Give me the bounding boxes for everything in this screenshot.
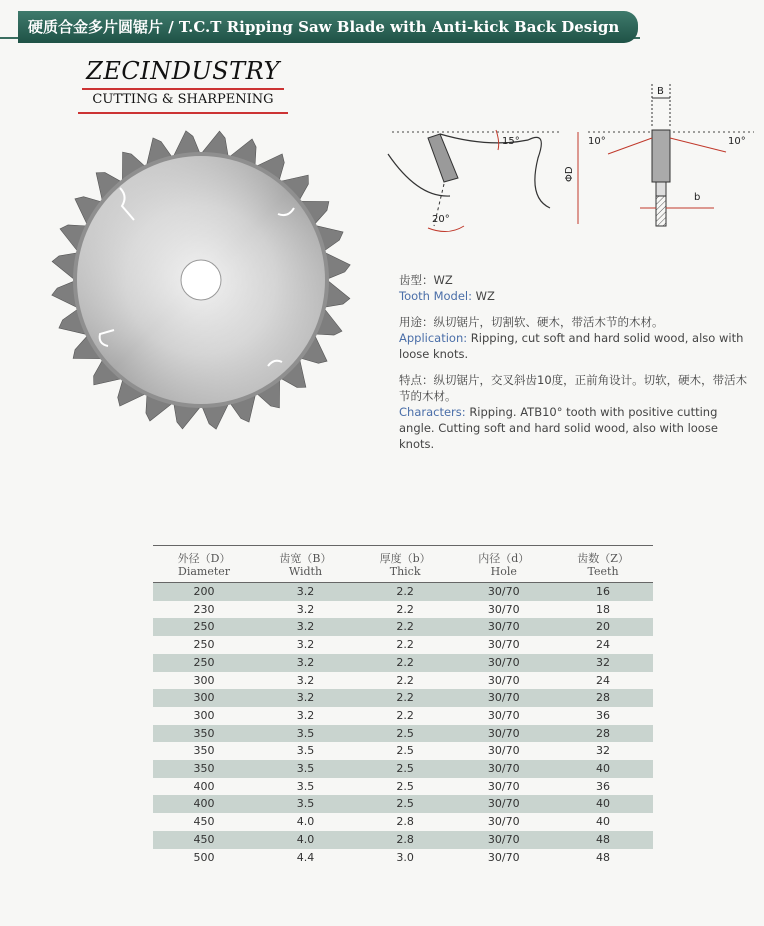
table-cell: 32 bbox=[553, 654, 653, 672]
table-cell: 30/70 bbox=[454, 601, 553, 619]
tooth-model-block bbox=[399, 272, 755, 304]
table-cell: 4.0 bbox=[255, 831, 356, 849]
table-cell: 40 bbox=[553, 795, 653, 813]
table-cell: 40 bbox=[553, 760, 653, 778]
characters-en bbox=[399, 404, 755, 452]
rake-angle-arc bbox=[496, 130, 499, 150]
table-cell: 30/70 bbox=[454, 707, 553, 725]
spec-table-container bbox=[153, 545, 653, 866]
table-cell: 30/70 bbox=[454, 795, 553, 813]
table-cell: 3.5 bbox=[255, 778, 356, 796]
characters-cn: 特点：纵切锯片，交叉斜齿10度，正前角设计。切软，硬木，带活木节的木材。 bbox=[399, 373, 748, 403]
table-cell: 2.2 bbox=[356, 601, 455, 619]
table-cell: 2.5 bbox=[356, 760, 455, 778]
table-cell: 30/70 bbox=[454, 760, 553, 778]
table-cell: 20 bbox=[553, 618, 653, 636]
table-cell: 2.2 bbox=[356, 583, 455, 601]
table-cell: 200 bbox=[153, 583, 255, 601]
table-row bbox=[153, 636, 653, 654]
table-cell: 40 bbox=[553, 813, 653, 831]
tooth-geometry-svg bbox=[378, 58, 758, 268]
table-cell: 28 bbox=[553, 689, 653, 707]
column-header-hole: 内径（d） Hole bbox=[454, 546, 553, 583]
table-header-row bbox=[153, 546, 653, 583]
table-cell: 400 bbox=[153, 795, 255, 813]
bevel-angle-right: 10° bbox=[728, 136, 746, 147]
table-row bbox=[153, 725, 653, 743]
table-cell: 30/70 bbox=[454, 849, 553, 867]
bevel-line-left bbox=[608, 138, 652, 154]
saw-blade-illustration bbox=[48, 130, 356, 430]
table-cell: 24 bbox=[553, 636, 653, 654]
table-cell: 16 bbox=[553, 583, 653, 601]
table-cell: 2.2 bbox=[356, 707, 455, 725]
table-cell: 30/70 bbox=[454, 725, 553, 743]
saw-blade-image bbox=[48, 130, 356, 430]
table-cell: 3.2 bbox=[255, 601, 356, 619]
application-label: Application: bbox=[399, 331, 468, 345]
table-cell: 4.4 bbox=[255, 849, 356, 867]
table-row bbox=[153, 601, 653, 619]
table-cell: 30/70 bbox=[454, 654, 553, 672]
tooth-cross-section bbox=[652, 130, 670, 182]
table-cell: 30/70 bbox=[454, 813, 553, 831]
table-cell: 30/70 bbox=[454, 672, 553, 690]
table-row bbox=[153, 813, 653, 831]
logo-name: ZECINDUSTRY bbox=[86, 57, 280, 85]
table-cell: 2.2 bbox=[356, 618, 455, 636]
table-cell: 36 bbox=[553, 778, 653, 796]
table-cell: 2.5 bbox=[356, 725, 455, 743]
table-cell: 24 bbox=[553, 672, 653, 690]
table-cell: 2.8 bbox=[356, 831, 455, 849]
table-cell: 350 bbox=[153, 760, 255, 778]
table-cell: 350 bbox=[153, 725, 255, 743]
table-cell: 2.2 bbox=[356, 654, 455, 672]
table-row bbox=[153, 672, 653, 690]
table-row bbox=[153, 849, 653, 867]
table-row bbox=[153, 707, 653, 725]
table-cell: 30/70 bbox=[454, 689, 553, 707]
table-cell: 2.5 bbox=[356, 795, 455, 813]
clearance-angle-label: 20° bbox=[432, 214, 450, 225]
company-logo bbox=[78, 56, 288, 114]
table-cell: 30/70 bbox=[454, 831, 553, 849]
table-cell: 350 bbox=[153, 742, 255, 760]
dim-b-lower-label: b bbox=[694, 192, 701, 203]
page-title-banner bbox=[18, 11, 638, 43]
dim-b-upper-label: B bbox=[657, 86, 664, 97]
table-cell: 3.2 bbox=[255, 654, 356, 672]
table-cell: 48 bbox=[553, 831, 653, 849]
table-cell: 3.2 bbox=[255, 636, 356, 654]
table-cell: 2.8 bbox=[356, 813, 455, 831]
blade-cross-section bbox=[656, 182, 666, 196]
column-header-thick: 厚度（b） Thick bbox=[356, 546, 455, 583]
table-cell: 2.2 bbox=[356, 689, 455, 707]
table-row bbox=[153, 778, 653, 796]
application-value: Ripping, cut soft and hard solid wood, also with loose knots. bbox=[399, 331, 744, 361]
spec-table-body bbox=[153, 583, 653, 867]
blade-body-section bbox=[656, 196, 666, 226]
table-cell: 4.0 bbox=[255, 813, 356, 831]
table-row bbox=[153, 742, 653, 760]
spec-table bbox=[153, 545, 653, 866]
table-row bbox=[153, 689, 653, 707]
bevel-line-right bbox=[670, 138, 726, 152]
table-cell: 3.2 bbox=[255, 707, 356, 725]
characters-label: Characters: bbox=[399, 405, 466, 419]
clearance-angle-arc bbox=[428, 226, 464, 232]
table-row bbox=[153, 831, 653, 849]
table-cell: 3.5 bbox=[255, 725, 356, 743]
table-cell: 300 bbox=[153, 707, 255, 725]
logo-tagline: CUTTING & SHARPENING bbox=[82, 88, 284, 107]
tooth-model-label: Tooth Model: bbox=[399, 289, 472, 303]
table-cell: 400 bbox=[153, 778, 255, 796]
table-cell: 250 bbox=[153, 636, 255, 654]
table-cell: 3.2 bbox=[255, 618, 356, 636]
table-row bbox=[153, 795, 653, 813]
tooth-model-en bbox=[399, 288, 755, 304]
table-cell: 2.2 bbox=[356, 636, 455, 654]
product-info bbox=[399, 272, 755, 462]
table-cell: 30/70 bbox=[454, 742, 553, 760]
application-block bbox=[399, 314, 755, 362]
application-en bbox=[399, 330, 755, 362]
column-header-width: 齿宽（B） Width bbox=[255, 546, 356, 583]
table-cell: 30/70 bbox=[454, 636, 553, 654]
table-row bbox=[153, 760, 653, 778]
table-cell: 48 bbox=[553, 849, 653, 867]
characters-value: Ripping. ATB10° tooth with positive cutting angle. Cutting soft and hard solid wood, also with loose knots. bbox=[399, 405, 718, 451]
table-cell: 250 bbox=[153, 654, 255, 672]
table-cell: 2.5 bbox=[356, 742, 455, 760]
arbor-hole bbox=[181, 260, 221, 300]
table-cell: 300 bbox=[153, 672, 255, 690]
table-cell: 250 bbox=[153, 618, 255, 636]
table-cell: 2.2 bbox=[356, 672, 455, 690]
page-title: 硬质合金多片圆锯片 / T.C.T Ripping Saw Blade with Anti-kick Back Design bbox=[28, 18, 620, 36]
table-cell: 3.0 bbox=[356, 849, 455, 867]
table-cell: 300 bbox=[153, 689, 255, 707]
tooth-model-cn: 齿型：WZ bbox=[399, 273, 453, 287]
table-cell: 30/70 bbox=[454, 778, 553, 796]
table-cell: 28 bbox=[553, 725, 653, 743]
bevel-angle-left: 10° bbox=[588, 136, 606, 147]
tooth-profile bbox=[440, 134, 550, 208]
table-row bbox=[153, 618, 653, 636]
table-cell: 450 bbox=[153, 813, 255, 831]
rake-angle-label: 15° bbox=[502, 136, 520, 147]
tooth-tip bbox=[428, 134, 458, 182]
table-cell: 3.5 bbox=[255, 760, 356, 778]
table-cell: 2.5 bbox=[356, 778, 455, 796]
diameter-label: ΦD bbox=[564, 166, 575, 182]
table-cell: 30/70 bbox=[454, 618, 553, 636]
table-cell: 230 bbox=[153, 601, 255, 619]
table-cell: 3.2 bbox=[255, 672, 356, 690]
tooth-model-value: WZ bbox=[475, 289, 495, 303]
table-row bbox=[153, 583, 653, 601]
table-cell: 3.2 bbox=[255, 583, 356, 601]
table-cell: 3.5 bbox=[255, 795, 356, 813]
table-cell: 18 bbox=[553, 601, 653, 619]
tooth-geometry-diagram bbox=[378, 58, 758, 268]
characters-block bbox=[399, 372, 755, 452]
table-row bbox=[153, 654, 653, 672]
table-cell: 3.2 bbox=[255, 689, 356, 707]
column-header-teeth: 齿数（Z） Teeth bbox=[553, 546, 653, 583]
table-cell: 36 bbox=[553, 707, 653, 725]
table-cell: 32 bbox=[553, 742, 653, 760]
table-cell: 3.5 bbox=[255, 742, 356, 760]
application-cn: 用途：纵切锯片，切割软、硬木，带活木节的木材。 bbox=[399, 315, 664, 329]
table-cell: 30/70 bbox=[454, 583, 553, 601]
table-cell: 500 bbox=[153, 849, 255, 867]
table-cell: 450 bbox=[153, 831, 255, 849]
column-header-diameter: 外径（D） Diameter bbox=[153, 546, 255, 583]
